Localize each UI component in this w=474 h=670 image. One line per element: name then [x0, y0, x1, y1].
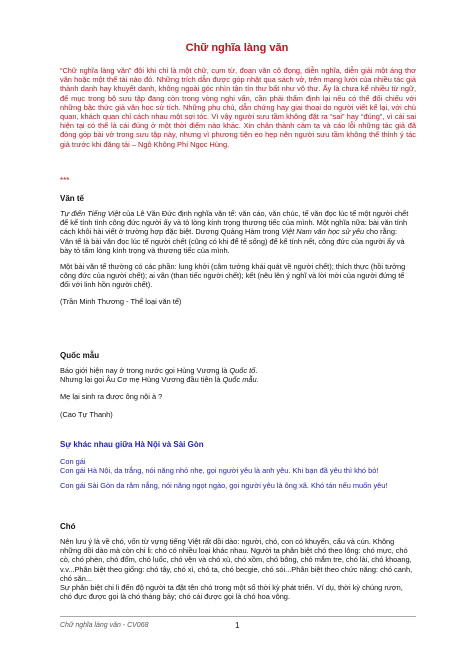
- section-quoc-mau: [60, 351, 416, 419]
- citation: (Cao Tự Thanh): [60, 409, 113, 419]
- section-van-te: [60, 194, 416, 306]
- paragraph: Báo giới hiện nay ở trong nước gọi Hùng Vương là Quốc tổ. Nhưng lại gọi Âu Cơ mẹ Hùng Vương đầu tiên là Quốc mẫu.: [60, 366, 259, 385]
- section-heading: Chó: [60, 522, 76, 531]
- section-ha-noi-sai-gon: [60, 440, 416, 491]
- citation: (Trần Minh Thương - Thể loại văn tế): [60, 296, 182, 306]
- paragraph: Con gái Hà Nội, da trắng, nói năng nhỏ nhẹ, gọi người yêu là anh yêu. Khi bạn đã yêu thì khó bỏ!: [60, 466, 379, 476]
- section-heading: Sự khác nhau giữa Hà Nội và Sài Gòn: [60, 440, 204, 449]
- section-heading: Văn tế: [60, 194, 85, 203]
- footer-divider: [60, 616, 416, 617]
- paragraph: Một bài văn tế thường có các phần: lung khởi (câm tưởng khái quát về người chết); thích thực (hồi tưởng công đức của người chết); ai vãn (than tiếc người chết); kết (nêu lên ý nghĩ và lời mời của người đứng tế đối với linh hồn người chết).: [60, 262, 406, 290]
- section-heading: Quốc mẫu: [60, 351, 100, 360]
- paragraph: [60, 209, 416, 237]
- section-cho: [60, 522, 416, 601]
- book-title: Việt Nam văn học sử yếu: [281, 227, 365, 237]
- paragraph-text: Báo giới hiện nay ở trong nước gọi Hùng Vương là: [60, 366, 230, 375]
- paragraph: Con gái: [60, 457, 86, 466]
- paragraph: Mẹ lại sinh ra được ông nội à ?: [60, 392, 163, 402]
- paragraph-text: của Lê Văn Đức định nghĩa văn tế: văn cáo, văn chúc, tế văn đọc lúc tế một người chết để kể tính tình công đức người ấy và tỏ lòng kính trọng thương tiếc của mình. Một nghĩa nữa: bài văn tính cách khôi hài viết ở trường hợp đặc biệt. Dương Quảng Hàm trong: [60, 209, 409, 237]
- paragraph: Nên lưu ý là về chó, vốn từ vựng tiếng Việt rất dồi dào: người, chó, con có khuyển, cẩu và cún. Không những dồi dào mà còn chi li: chó có nhiều loại khác nhau. Người ta phân biệt chó theo lông: chó mực, chó cò, chó phèn, chó đốm, chó luốc, chó vện và chó xù, chó xồm, chó bông, chó mắm tre, chó lài, chó khoang, v.v...Phân biệt theo giống: chó tây, chó xì, chó ta, chó becgie, chó sói...Phân biệt theo chức năng: chó canh, chó săn...: [60, 537, 413, 583]
- intro-paragraph: “Chữ nghĩa làng văn” đôi khi chỉ là một chữ, cụm từ, đoạn văn cô đọng, diễn nghĩa, diễn giải một áng thơ văn hoặc một thể tài nào đó. Những trích dẫn được góp nhặt qua sách vở, trên mạng lưới của nhiều tác giả thành danh hay khuyết danh, không ngoài góc nhìn tận tín thư bất như vô thư. Ấy là chưa kể nhiều từ ngữ, để mục trong bộ sưu tập đang còn trong vòng nghi vấn, cần phải thẩm định lại nếu có thể đối chiếu với những bậc thức giả văn học sử tích. Những phụ chú, dẫn chứng hay giai thoại do người viết kể lại, với chủ quan, khách quan chỉ cách nhau một sợi tóc. Vì vậy người sưu tầm không đặt ra “sai” hay “đúng”, vì cái sai hiện tại có thể là cái đúng ở một thời điểm nào khác. Xin chân thành cảm tạ và cáo lỗi những tác giả đã đóng góp bài vở trong sưu tập này, nhưng vì phương tiện eo hẹp nên người sưu tầm không thể thỉnh ý tác giả trước khi đăng tải – Ngô Không Phí Ngọc Hùng.: [60, 66, 416, 149]
- section-separator: ***: [60, 176, 70, 185]
- paragraph: Văn tế là bài văn đọc lúc tế người chết (cũng có khi để tế sống) để kể tính nết, công đức của người ấy và bày tỏ tấm lòng kính trọng và thương tiếc của mình.: [60, 236, 405, 255]
- book-title: Tự điển Tiếng Việt: [60, 209, 121, 218]
- emphasis: Quốc mẫu: [222, 375, 257, 385]
- paragraph: Con gái Sài Gòn da râm nắng, nói năng ngọt ngào, gọi người yêu là ông xã. Khó tán nếu muốn yêu!: [60, 481, 388, 491]
- paragraph-text: cho rằng:: [364, 227, 398, 237]
- emphasis: Quốc tổ: [229, 366, 256, 375]
- footer-doc-label: Chữ nghĩa làng văn - CV068: [60, 622, 149, 629]
- page-number: 1: [235, 621, 240, 630]
- paragraph-text: Nhưng lại gọi Âu Cơ mẹ Hùng Vương đầu tiên là: [60, 375, 223, 385]
- page-title: Chữ nghĩa làng văn: [185, 42, 289, 54]
- paragraph: Sự phân biệt chi li đến độ người ta đặt tên chó trong một số thời kỳ phát triển. Ví dụ, thời kỳ chúng rượn, chó đực được gọi là chó tháng bảy; chó cái được gọi là chó hoa vông.: [60, 583, 403, 602]
